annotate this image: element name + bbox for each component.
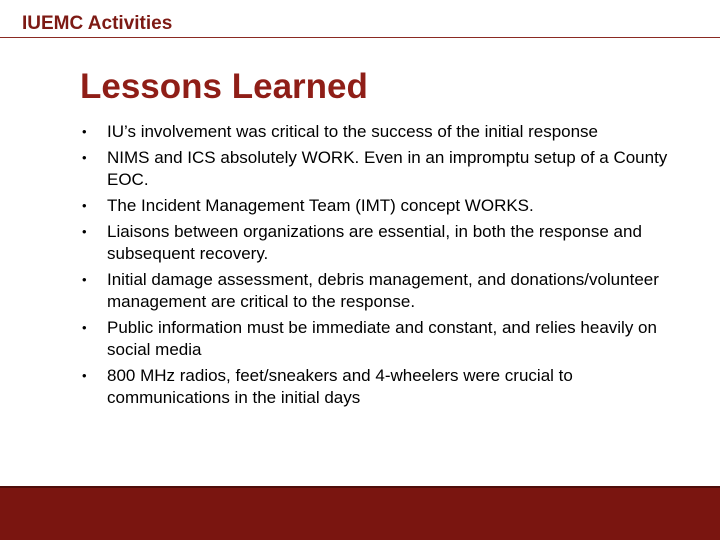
bullet-marker: •	[82, 150, 87, 165]
bullet-text: Initial damage assessment, debris management, and donations/volunteer management are critical to the response.	[107, 270, 659, 311]
bullet-marker: •	[82, 368, 87, 383]
footer-band	[0, 486, 720, 540]
bullet-marker: •	[82, 198, 87, 213]
bullet-text: The Incident Management Team (IMT) concept WORKS.	[107, 196, 534, 215]
bullet-item	[80, 317, 700, 361]
bullet-text: Liaisons between organizations are essential, in both the response and subsequent recovery.	[107, 222, 642, 263]
bullet-marker: •	[82, 224, 87, 239]
bullet-text: NIMS and ICS absolutely WORK. Even in an impromptu setup of a County EOC.	[107, 148, 668, 189]
bullet-text: 800 MHz radios, feet/sneakers and 4-wheelers were crucial to communications in the initial days	[107, 366, 573, 407]
bullet-item	[80, 147, 700, 191]
bullet-item	[80, 195, 700, 217]
bullet-marker: •	[82, 124, 87, 139]
bullet-text: Public information must be immediate and constant, and relies heavily on social media	[107, 318, 657, 359]
header-divider	[0, 37, 720, 38]
bullet-text: IU’s involvement was critical to the success of the initial response	[107, 122, 599, 141]
bullet-item	[80, 121, 700, 143]
bullet-marker: •	[82, 320, 87, 335]
bullet-marker: •	[82, 272, 87, 287]
footer-band-edge	[0, 486, 720, 488]
bullet-item	[80, 365, 700, 409]
bullet-item	[80, 269, 700, 313]
bullet-item	[80, 221, 700, 265]
slide-title: Lessons Learned	[80, 67, 368, 106]
bullet-list	[80, 121, 700, 413]
header-title: IUEMC Activities	[22, 13, 173, 34]
